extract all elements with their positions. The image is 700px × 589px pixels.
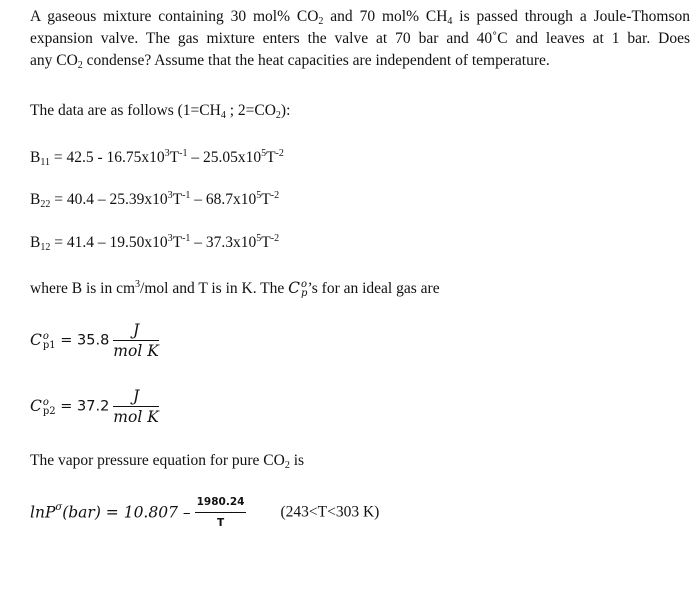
units-line: where B is in $cm^3$/mol and T is in K. The C o p ’s for an ideal gas are — [30, 279, 440, 299]
vapor-pressure-equation: lnP$^\sigma$(bar) = 10.807 – $\frac{1980.24}{T}$ (243<T<303 K) — [30, 493, 379, 532]
cp1-unit-fraction: $\frac{J}{\text{mol K}}$ — [113, 321, 159, 360]
data-intro: The data are as follows ($1=CH_4$ ; $2=CO_2$): — [30, 102, 291, 121]
problem-line-1: A gaseous mixture containing 30 mol% $CO_2$ and 70 mol% $CH_4$ is passed through a Joule-Thomson — [30, 8, 691, 27]
problem-statement — [30, 6, 690, 72]
virial-b22: $B_{22} = 40.4 - 25.39x10^3T^{-1} - 68.7x10^5T^{-2}$ — [30, 190, 280, 210]
problem-line-3: any $CO_2$ condense? Assume that the heat capacities are independent of temperature. — [30, 52, 550, 71]
cp-symbol: C o p — [288, 279, 308, 299]
temperature-range: (243<T<303 K) — [280, 503, 380, 521]
cp2-equation: C o p2 = 37.2 $\frac{J}{\text{mol K}}$ — [30, 387, 159, 426]
virial-b12: $B_{12} = 41.4 - 19.50x10^3T^{-1} - 37.3x10^5T^{-2}$ — [30, 233, 280, 253]
problem-line-2: expansion valve. The gas mixture enters the valve at 70 bar and 40˚C and leaves at 1 bar. Does — [30, 30, 690, 47]
cp2-unit-fraction: $\frac{J}{\text{mol K}}$ — [113, 387, 159, 426]
vapor-intro: The vapor pressure equation for pure $CO_2$ is — [30, 452, 305, 471]
cp1-equation: C o p1 = 35.8 $\frac{J}{\text{mol K}}$ — [30, 321, 159, 360]
virial-b11: $B_{11} = 42.5 - 16.75x10^3T^{-1} - 25.05x10^5T^{-2}$ — [30, 148, 284, 168]
vapor-fraction: $\frac{1980.24}{T}$ — [195, 493, 247, 532]
